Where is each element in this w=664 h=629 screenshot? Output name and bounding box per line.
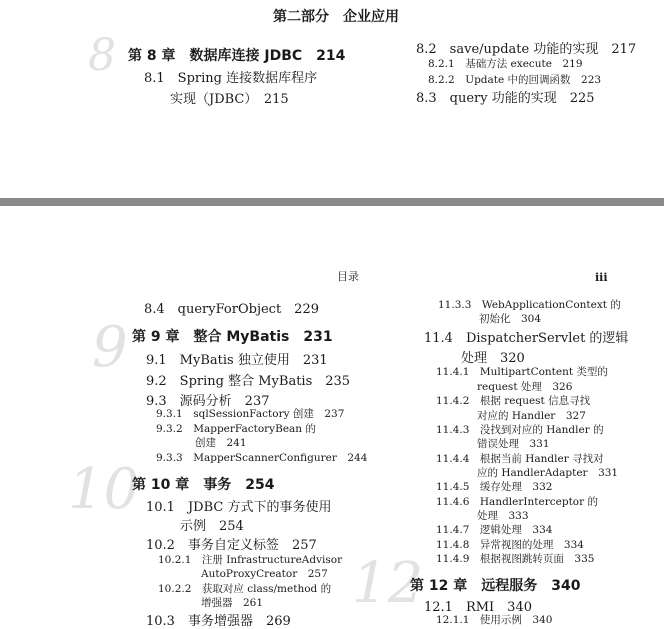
toc-entry-9-3-2-cont: 创建 241 xyxy=(195,437,247,449)
toc-entry-8-1: 8.1 Spring 连接数据库程序 xyxy=(144,71,318,86)
toc-entry-8-3: 8.3 query 功能的实现 225 xyxy=(416,91,595,106)
chapter-12-number-graphic: 12 xyxy=(352,551,424,616)
page-number: iii xyxy=(595,271,608,284)
toc-entry-9-2: 9.2 Spring 整合 MyBatis 235 xyxy=(146,374,351,389)
toc-entry-11-4-4: 11.4.4 根据当前 Handler 寻找对 xyxy=(436,453,604,465)
toc-entry-11-4-cont: 处理 320 xyxy=(461,351,525,366)
toc-entry-11-4-3: 11.4.3 没找到对应的 Handler 的 xyxy=(436,424,604,436)
toc-entry-11-4-6: 11.4.6 HandlerInterceptor 的 xyxy=(436,496,598,508)
toc-entry-11-4-6-cont: 处理 333 xyxy=(477,510,529,522)
toc-entry-11-4: 11.4 DispatcherServlet 的逻辑 xyxy=(424,331,629,346)
toc-entry-9-3-2: 9.3.2 MapperFactoryBean 的 xyxy=(156,423,316,435)
toc-entry-11-4-7: 11.4.7 逻辑处理 334 xyxy=(436,524,553,536)
toc-entry-11-4-2: 11.4.2 根据 request 信息寻找 xyxy=(436,395,591,407)
toc-entry-11-4-1-cont: request 处理 326 xyxy=(477,381,573,393)
toc-entry-12-1-1: 12.1.1 使用示例 340 xyxy=(436,614,553,626)
toc-entry-9-3-1: 9.3.1 sqlSessionFactory 创建 237 xyxy=(156,408,345,420)
toc-entry-10-1: 10.1 JDBC 方式下的事务使用 xyxy=(146,500,332,515)
toc-entry-10-2: 10.2 事务自定义标签 257 xyxy=(146,538,317,553)
toc-entry-11-3-3: 11.3.3 WebApplicationContext 的 xyxy=(438,299,621,311)
toc-entry-8-1-cont: 实现（JDBC） 215 xyxy=(170,92,289,107)
chapter-10-number-graphic: 10 xyxy=(68,457,140,522)
toc-entry-10-1-cont: 示例 254 xyxy=(180,519,244,534)
toc-chapter-12: 第 12 章 远程服务 340 xyxy=(410,578,581,594)
toc-entry-11-3-3-cont: 初始化 304 xyxy=(479,313,542,325)
toc-entry-11-4-3-cont: 错误处理 331 xyxy=(477,438,550,450)
chapter-9-number-graphic: 9 xyxy=(92,315,128,380)
toc-entry-10-2-2: 10.2.2 获取对应 class/method 的 xyxy=(158,583,332,595)
toc-chapter-8: 第 8 章 数据库连接 JDBC 214 xyxy=(128,48,346,64)
toc-entry-9-1: 9.1 MyBatis 独立使用 231 xyxy=(146,353,328,368)
toc-entry-11-4-2-cont: 对应的 Handler 327 xyxy=(477,410,586,422)
chapter-8-number-graphic: 8 xyxy=(88,30,116,81)
toc-entry-11-4-1: 11.4.1 MultipartContent 类型的 xyxy=(436,366,608,378)
toc-entry-10-2-1-cont: AutoProxyCreator 257 xyxy=(201,568,328,580)
toc-entry-8-4: 8.4 queryForObject 229 xyxy=(144,302,319,317)
toc-entry-12-1: 12.1 RMI 340 xyxy=(424,600,532,615)
toc-entry-9-3-3: 9.3.3 MapperScannerConfigurer 244 xyxy=(156,452,368,464)
toc-chapter-9: 第 9 章 整合 MyBatis 231 xyxy=(132,329,333,345)
toc-entry-10-2-1: 10.2.1 注册 InfrastructureAdvisor xyxy=(158,554,343,566)
toc-entry-11-4-9: 11.4.9 根据视图跳转页面 335 xyxy=(436,553,595,565)
toc-entry-9-3: 9.3 源码分析 237 xyxy=(146,394,270,409)
toc-entry-10-2-2-cont: 增强器 261 xyxy=(201,597,264,609)
part-title: 第二部分 企业应用 xyxy=(273,9,399,25)
toc-entry-11-4-4-cont: 应的 HandlerAdapter 331 xyxy=(477,467,619,479)
toc-chapter-10: 第 10 章 事务 254 xyxy=(132,477,275,493)
running-header-title: 目录 xyxy=(337,270,359,283)
toc-entry-8-2-2: 8.2.2 Update 中的回调函数 223 xyxy=(428,74,602,86)
toc-entry-11-4-5: 11.4.5 缓存处理 332 xyxy=(436,481,553,493)
page-divider xyxy=(0,198,664,206)
toc-entry-8-2-1: 8.2.1 基础方法 execute 219 xyxy=(428,58,583,70)
toc-entry-11-4-8: 11.4.8 异常视图的处理 334 xyxy=(436,539,584,551)
toc-entry-8-2: 8.2 save/update 功能的实现 217 xyxy=(416,42,637,57)
toc-entry-10-3: 10.3 事务增强器 269 xyxy=(146,614,291,629)
